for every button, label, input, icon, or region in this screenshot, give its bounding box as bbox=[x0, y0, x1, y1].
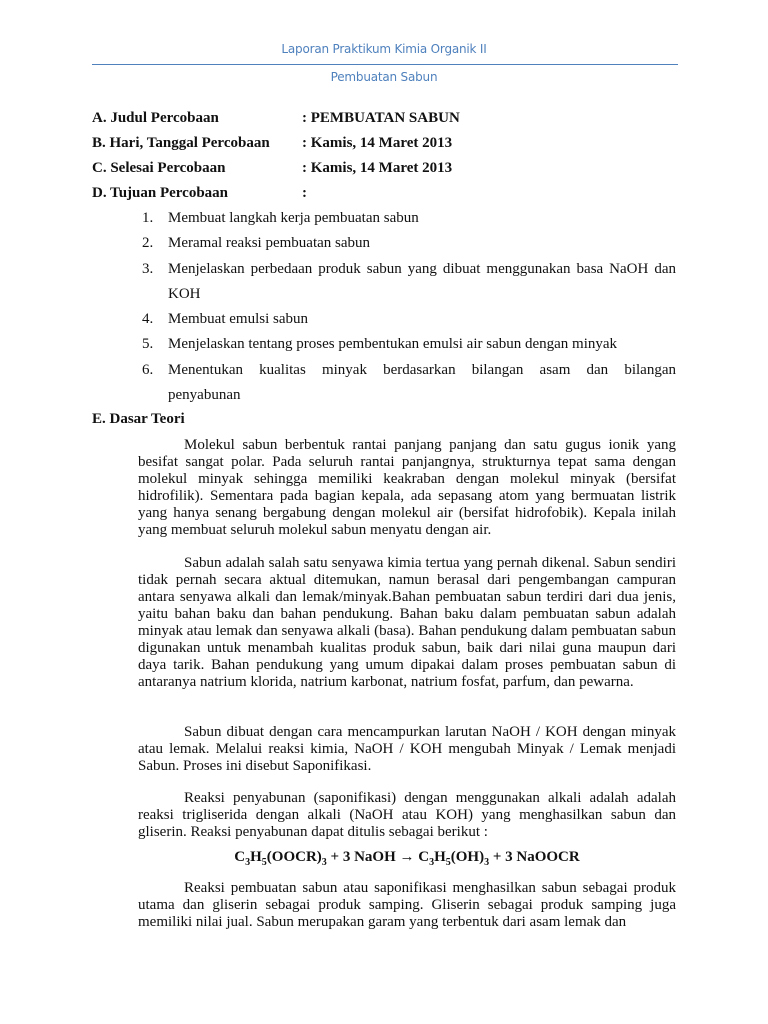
info-label: B. Hari, Tanggal Percobaan bbox=[92, 135, 270, 151]
goal-text: Membuat langkah kerja pembuatan sabun bbox=[168, 210, 419, 226]
paragraph: Sabun adalah salah satu senyawa kimia tertua yang pernah dikenal. Sabun sendiri tidak pernah secara aktual ditemukan, namun berasal dari pengembangan campuran antara senyawa alkali dan lemak/minyak.Bahan pembuatan sabun terdiri dari dua jenis, yaitu bahan baku dan bahan pendukung. Bahan baku dalam pembuatan sabun adalah minyak atau lemak dan senyawa alkali (basa). Bahan pendukung dalam pembuatan sabun digunakan untuk menambah kualitas produk sabun, baik dari nilai guna maupun dari daya tarik. Bahan pendukung yang umum dipakai dalam proses pembuatan sabun di antaranya natrium klorida, natrium karbonat, natrium fosfat, parfum, dan pewarna. bbox=[138, 555, 676, 690]
header-divider bbox=[92, 64, 678, 65]
goal-number: 5. bbox=[142, 336, 154, 352]
info-value: : PEMBUATAN SABUN bbox=[302, 110, 460, 126]
info-label: C. Selesai Percobaan bbox=[92, 160, 226, 176]
goal-text: Membuat emulsi sabun bbox=[168, 311, 308, 327]
goal-text: Meramal reaksi pembuatan sabun bbox=[168, 235, 371, 251]
info-value: : Kamis, 14 Maret 2013 bbox=[302, 160, 453, 176]
info-label: A. Judul Percobaan bbox=[92, 110, 219, 126]
info-value: : Kamis, 14 Maret 2013 bbox=[302, 135, 453, 151]
paragraph: Sabun dibuat dengan cara mencampurkan larutan NaOH / KOH dengan minyak atau lemak. Melalui reaksi kimia, NaOH / KOH mengubah Minyak / Lemak menjadi Sabun. Proses ini disebut Saponifikasi. bbox=[138, 724, 676, 774]
saponification-equation: $C_3H_5(OOCR)_3 + 3$ NaOH → $C_3H_5(OH)_3 + 3$ NaOOCR bbox=[234, 849, 580, 868]
goal-number: 6. bbox=[142, 362, 154, 378]
goal-number: 2. bbox=[142, 235, 154, 251]
paragraph: Molekul sabun berbentuk rantai panjang panjang dan satu gugus ionik yang besifat sangat polar. Pada seluruh rantai panjangnya, strukturnya tepat sama dengan molekul minyak sehingga memiliki keakraban dengan molekul minyak (bersifat hidrofilik). Sementara pada bagian kepala, ada sepasang atom yang bermuatan listrik yang hanya senang bergabung dengan molekul air (bersifat hidrofobik). Kepala inilah yang membuat seluruh molekul sabun menyatu dengan air. bbox=[138, 437, 676, 538]
goal-text: Menentukan kualitas minyak berdasarkan bilangan asam dan bilangan bbox=[168, 362, 676, 378]
goal-text: Menjelaskan tentang proses pembentukan emulsi air sabun dengan minyak bbox=[168, 336, 618, 352]
paragraph: Reaksi penyabunan (saponifikasi) dengan menggunakan alkali adalah adalah reaksi trigliserida dengan alkali (NaOH atau KOH) yang menghasilkan sabun dan gliserin. Reaksi penyabunan dapat ditulis sebagai berikut : bbox=[138, 790, 676, 840]
paragraph: Reaksi pembuatan sabun atau saponifikasi menghasilkan sabun sebagai produk utama dan gliserin sebagai produk samping. Gliserin sebagai produk samping juga memiliki nilai jual. Sabun merupakan garam yang terbentuk dari asam lemak dan bbox=[138, 880, 676, 930]
header-title: Laporan Praktikum Kimia Organik II bbox=[281, 42, 487, 56]
info-value: : bbox=[302, 185, 307, 201]
goal-text-continued: penyabunan bbox=[168, 387, 241, 403]
goal-number: 4. bbox=[142, 311, 154, 327]
goal-number: 3. bbox=[142, 261, 154, 277]
goal-text: Menjelaskan perbedaan produk sabun yang dibuat menggunakan basa NaOH dan bbox=[168, 261, 676, 277]
header-subtitle: Pembuatan Sabun bbox=[330, 70, 438, 84]
goal-text-continued: KOH bbox=[168, 286, 201, 302]
info-label: D. Tujuan Percobaan bbox=[92, 185, 229, 201]
goal-number: 1. bbox=[142, 210, 154, 226]
section-title-dasar-teori: E. Dasar Teori bbox=[92, 411, 185, 427]
